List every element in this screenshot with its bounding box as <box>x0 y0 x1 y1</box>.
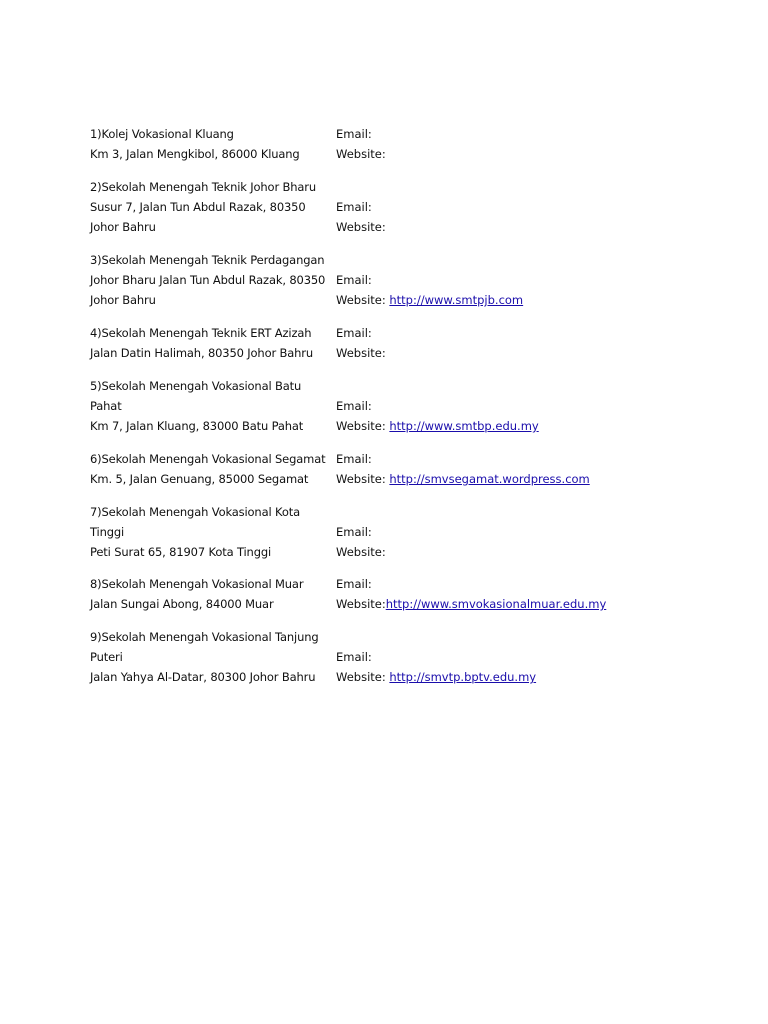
school-address: Jalan Sungai Abong, 84000 Muar <box>90 597 274 611</box>
email-label: Email: <box>336 650 372 664</box>
school-name: Puteri <box>90 650 123 664</box>
website-link[interactable]: http://smvsegamat.wordpress.com <box>389 472 590 486</box>
website-link[interactable]: http://smvtp.bptv.edu.my <box>389 670 537 684</box>
school-address: Km. 5, Jalan Genuang, 85000 Segamat <box>90 472 309 486</box>
school-address: Jalan Datin Halimah, 80350 Johor Bahru <box>90 346 314 360</box>
school-entry <box>90 376 630 436</box>
website-label: Website: <box>336 545 386 559</box>
website-label: Website: <box>336 147 386 161</box>
school-address: Johor Bahru <box>90 293 156 307</box>
school-name: Tinggi <box>90 525 125 539</box>
school-address: Johor Bharu Jalan Tun Abdul Razak, 80350 <box>90 273 326 287</box>
school-name: 7)Sekolah Menengah Vokasional Kota <box>90 505 300 519</box>
school-entry <box>90 124 630 164</box>
school-name: 6)Sekolah Menengah Vokasional Segamat <box>90 452 326 466</box>
school-name: 9)Sekolah Menengah Vokasional Tanjung <box>90 630 319 644</box>
website-field <box>336 290 523 310</box>
email-label: Email: <box>336 577 372 591</box>
school-entry <box>90 323 630 363</box>
school-name: 3)Sekolah Menengah Teknik Perdagangan <box>90 253 325 267</box>
school-address: Peti Surat 65, 81907 Kota Tinggi <box>90 545 272 559</box>
website-label: Website: <box>336 346 386 360</box>
website-label: Website: <box>336 220 386 234</box>
school-entry <box>90 250 630 310</box>
school-entry <box>90 177 630 237</box>
website-field <box>336 667 536 687</box>
school-entry <box>90 502 630 562</box>
school-entry <box>90 449 630 489</box>
email-label: Email: <box>336 452 372 466</box>
school-entry <box>90 627 630 687</box>
school-address: Susur 7, Jalan Tun Abdul Razak, 80350 <box>90 200 306 214</box>
school-name: 8)Sekolah Menengah Vokasional Muar <box>90 577 304 591</box>
website-label: Website: <box>336 472 386 486</box>
website-label: Website: <box>336 597 386 611</box>
website-field <box>336 469 590 489</box>
email-label: Email: <box>336 525 372 539</box>
email-label: Email: <box>336 127 372 141</box>
email-label: Email: <box>336 399 372 413</box>
school-address: Km 3, Jalan Mengkibol, 86000 Kluang <box>90 147 300 161</box>
school-address: Km 7, Jalan Kluang, 83000 Batu Pahat <box>90 419 304 433</box>
website-link[interactable]: http://www.smtbp.edu.my <box>389 419 539 433</box>
website-field <box>336 416 539 436</box>
school-name: 4)Sekolah Menengah Teknik ERT Azizah <box>90 326 312 340</box>
school-name: 1)Kolej Vokasional Kluang <box>90 127 234 141</box>
school-name: 2)Sekolah Menengah Teknik Johor Bharu <box>90 180 317 194</box>
school-name: Pahat <box>90 399 122 413</box>
website-label: Website: <box>336 670 386 684</box>
email-label: Email: <box>336 326 372 340</box>
website-label: Website: <box>336 419 386 433</box>
school-address: Johor Bahru <box>90 220 156 234</box>
school-name: 5)Sekolah Menengah Vokasional Batu <box>90 379 302 393</box>
school-address: Jalan Yahya Al-Datar, 80300 Johor Bahru <box>90 670 316 684</box>
email-label: Email: <box>336 273 372 287</box>
website-field <box>336 594 606 614</box>
website-link[interactable]: http://www.smtpjb.com <box>389 293 524 307</box>
website-link[interactable]: http://www.smvokasionalmuar.edu.my <box>385 597 607 611</box>
school-entry <box>90 574 630 614</box>
website-label: Website: <box>336 293 386 307</box>
email-label: Email: <box>336 200 372 214</box>
